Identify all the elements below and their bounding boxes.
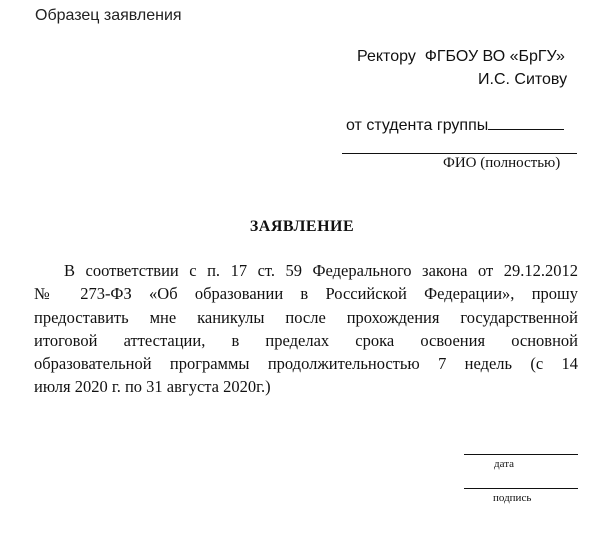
body-line-3: предоставить мне каникулы после прохождения государственной xyxy=(34,307,578,327)
sample-label: Образец заявления xyxy=(35,7,182,24)
body-line-5: образовательной программы продолжительностью 7 недель (с 14 xyxy=(34,354,578,374)
body-line-1: В соответствии с п. 17 ст. 59 Федерального закона от 29.12.2012 xyxy=(64,261,578,280)
body-line-4: итоговой аттестации, в пределах срока освоения основной xyxy=(34,330,578,350)
sender-line xyxy=(346,114,564,135)
signature-caption: подпись xyxy=(493,492,532,504)
addressee-name: И.С. Ситову xyxy=(478,71,568,88)
addressee-line-rector: Ректору ФГБОУ ВО «БрГУ» xyxy=(357,48,565,65)
fio-caption: ФИО (полностью) xyxy=(443,155,561,171)
body-line-2: № 273-ФЗ «Об образовании в Российской Федерации», прошу xyxy=(34,284,578,304)
signature-blank-line xyxy=(464,488,578,489)
date-blank-line xyxy=(464,454,578,455)
date-caption: дата xyxy=(494,458,515,470)
statement-body xyxy=(34,259,578,399)
sender-from-label: от студента группы xyxy=(346,117,489,134)
document-title: ЗАЯВЛЕНИЕ xyxy=(249,218,355,235)
body-line-6: июля 2020 г. по 31 августа 2020г.) xyxy=(34,377,271,397)
fio-blank-line xyxy=(342,153,577,154)
group-blank-line xyxy=(488,114,564,130)
